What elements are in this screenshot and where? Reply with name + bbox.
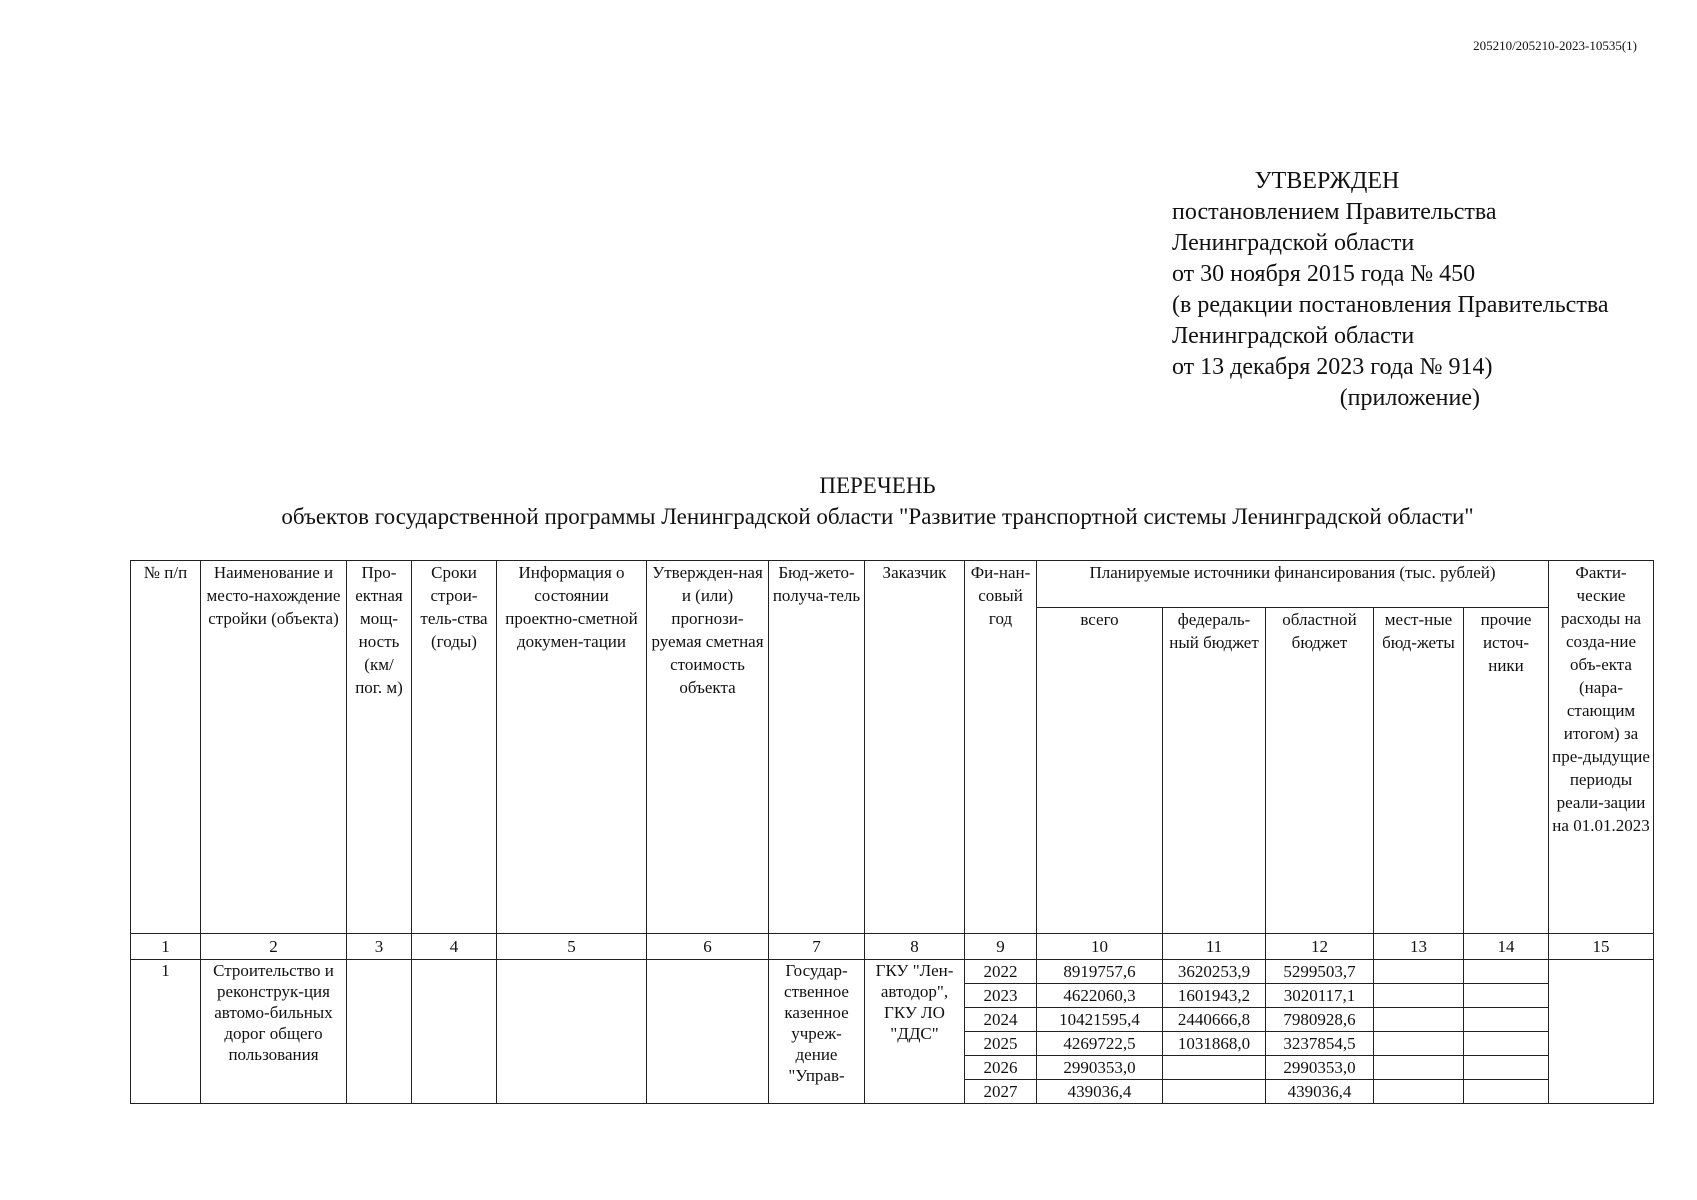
documentation-cell	[497, 960, 647, 1104]
year-cell: 2023	[965, 984, 1037, 1008]
header-year: Фи-нан-совый год	[965, 561, 1037, 934]
objects-table	[130, 560, 1654, 1104]
federal-cell	[1163, 1080, 1266, 1104]
federal-cell: 3620253,9	[1163, 960, 1266, 984]
header-cost: Утвержден-ная и (или) прогнози-руемая сметная стоимость объекта	[647, 561, 769, 934]
regional-cell: 3020117,1	[1266, 984, 1374, 1008]
column-number: 7	[769, 934, 865, 960]
federal-cell: 1031868,0	[1163, 1032, 1266, 1056]
object-name: Строительство и реконструк-ция автомо-бильных дорог общего пользования	[201, 960, 347, 1104]
heading-title: ПЕРЕЧЕНЬ	[819, 473, 936, 498]
approval-line: от 13 декабря 2023 года № 914)	[1172, 354, 1493, 380]
local-cell	[1374, 1032, 1464, 1056]
regional-cell: 2990353,0	[1266, 1056, 1374, 1080]
year-cell: 2025	[965, 1032, 1037, 1056]
column-number: 8	[865, 934, 965, 960]
header-period: Сроки строи-тель-ства (годы)	[412, 561, 497, 934]
local-cell	[1374, 1056, 1464, 1080]
column-number: 3	[347, 934, 412, 960]
budget-recipient: Государ-ственное казенное учреж-дение "Управ-	[769, 960, 865, 1104]
local-cell	[1374, 984, 1464, 1008]
header-regional: областной бюджет	[1266, 608, 1374, 934]
approval-line: Ленинградской области	[1172, 230, 1415, 256]
approval-line: постановлением Правительства	[1172, 199, 1497, 225]
cost-cell	[647, 960, 769, 1104]
approval-stamp	[1172, 166, 1609, 414]
period-cell	[412, 960, 497, 1104]
approval-line: (в редакции постановления Правительства	[1172, 292, 1609, 318]
regional-cell: 439036,4	[1266, 1080, 1374, 1104]
regional-cell: 7980928,6	[1266, 1008, 1374, 1032]
total-cell: 8919757,6	[1037, 960, 1163, 984]
year-cell: 2022	[965, 960, 1037, 984]
row-number: 1	[131, 960, 201, 1104]
local-cell	[1374, 960, 1464, 984]
local-cell	[1374, 1008, 1464, 1032]
approval-title: УТВЕРЖДЕН	[1254, 168, 1400, 194]
column-number: 2	[201, 934, 347, 960]
other-cell	[1464, 984, 1549, 1008]
column-number-row	[131, 934, 1654, 960]
column-number: 13	[1374, 934, 1464, 960]
other-cell	[1464, 1008, 1549, 1032]
other-cell	[1464, 960, 1549, 984]
column-number: 4	[412, 934, 497, 960]
approval-appendix: (приложение)	[1339, 385, 1480, 411]
approval-line: от 30 ноября 2015 года № 450	[1172, 261, 1476, 287]
column-number: 9	[965, 934, 1037, 960]
header-number: № п/п	[131, 561, 201, 934]
header-capacity: Про-ектная мощ-ность (км/ пог. м)	[347, 561, 412, 934]
column-number: 5	[497, 934, 647, 960]
year-cell: 2027	[965, 1080, 1037, 1104]
total-cell: 4622060,3	[1037, 984, 1163, 1008]
total-cell: 439036,4	[1037, 1080, 1163, 1104]
year-cell: 2026	[965, 1056, 1037, 1080]
column-number: 10	[1037, 934, 1163, 960]
total-cell: 2990353,0	[1037, 1056, 1163, 1080]
header-local: мест-ные бюд-жеты	[1374, 608, 1464, 934]
other-cell	[1464, 1032, 1549, 1056]
column-number: 6	[647, 934, 769, 960]
document-id: 205210/205210-2023-10535(1)	[1473, 38, 1637, 53]
capacity-cell	[347, 960, 412, 1104]
table-row	[131, 960, 1654, 984]
other-cell	[1464, 1080, 1549, 1104]
header-customer: Заказчик	[865, 561, 965, 934]
regional-cell: 3237854,5	[1266, 1032, 1374, 1056]
other-cell	[1464, 1056, 1549, 1080]
total-cell: 10421595,4	[1037, 1008, 1163, 1032]
regional-cell: 5299503,7	[1266, 960, 1374, 984]
heading-subtitle: объектов государственной программы Ленинградской области "Развитие транспортной системы Ленинградской области"	[281, 504, 1474, 529]
column-number: 11	[1163, 934, 1266, 960]
column-number: 14	[1464, 934, 1549, 960]
actual-costs-cell	[1549, 960, 1654, 1104]
federal-cell: 1601943,2	[1163, 984, 1266, 1008]
header-funding-group: Планируемые источники финансирования (тыс. рублей)	[1037, 561, 1549, 608]
total-cell: 4269722,5	[1037, 1032, 1163, 1056]
document-heading	[0, 470, 1697, 532]
header-name: Наименование и место-нахождение стройки (объекта)	[201, 561, 347, 934]
federal-cell	[1163, 1056, 1266, 1080]
column-number: 15	[1549, 934, 1654, 960]
header-federal: федераль-ный бюджет	[1163, 608, 1266, 934]
approval-line: Ленинградской области	[1172, 323, 1415, 349]
federal-cell: 2440666,8	[1163, 1008, 1266, 1032]
local-cell	[1374, 1080, 1464, 1104]
header-documentation: Информация о состоянии проектно-сметной докумен-тации	[497, 561, 647, 934]
header-actual-costs: Факти-ческие расходы на созда-ние объ-екта (нара-стающим итогом) за пре-дыдущие периоды реали-зации на 01.01.2023	[1549, 561, 1654, 934]
column-number: 1	[131, 934, 201, 960]
customer: ГКУ "Лен-автодор", ГКУ ЛО "ДДС"	[865, 960, 965, 1104]
year-cell: 2024	[965, 1008, 1037, 1032]
header-total: всего	[1037, 608, 1163, 934]
header-recipient: Бюд-жето-получа-тель	[769, 561, 865, 934]
column-number: 12	[1266, 934, 1374, 960]
header-other: прочие источ-ники	[1464, 608, 1549, 934]
